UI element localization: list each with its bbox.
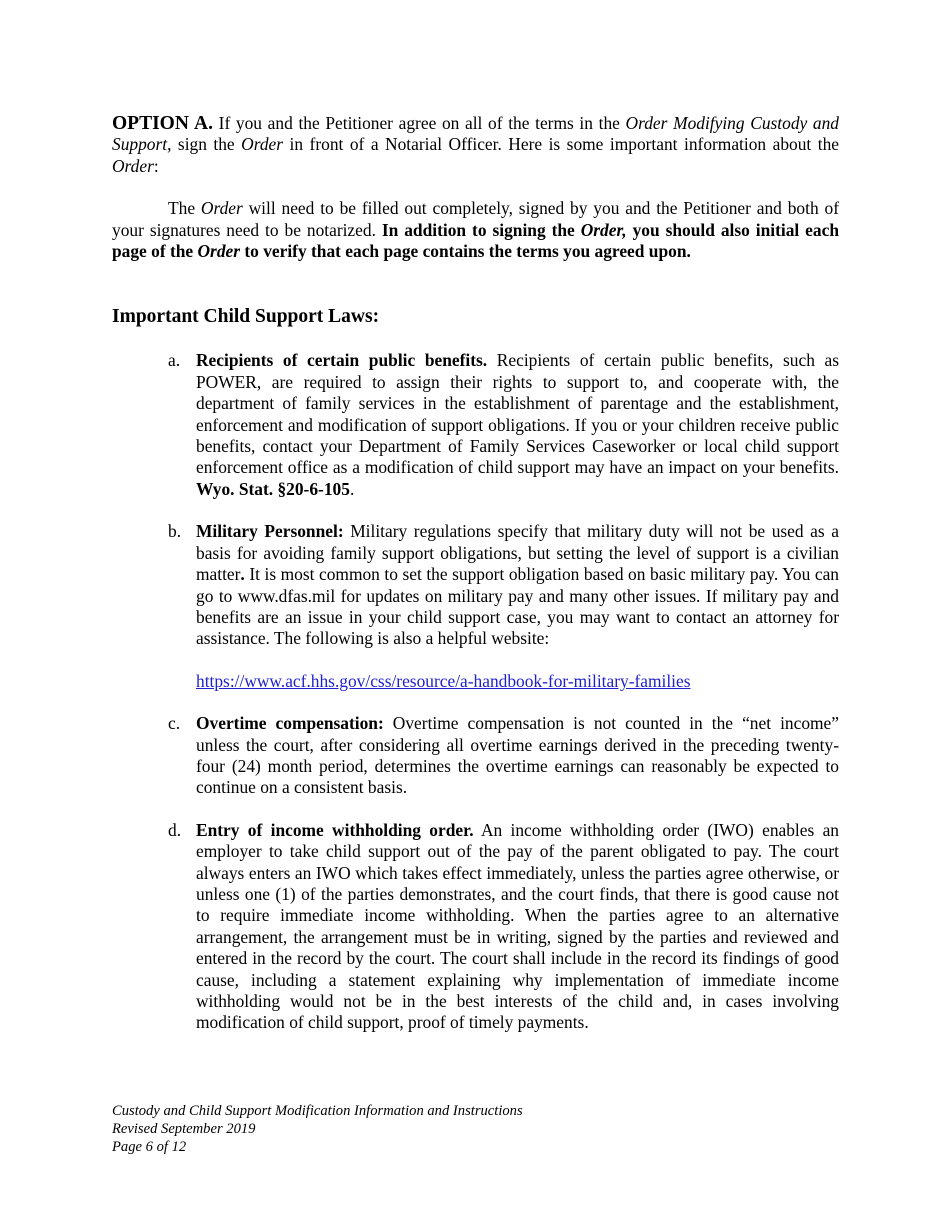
law-paragraph [196,521,839,649]
footer-revision: Revised September 2019 [112,1121,256,1137]
order-emphasis: to verify that each page contains the terms you agreed upon. [240,241,691,262]
document-page [112,113,839,1055]
list-marker: b. [168,521,182,542]
law-body: It is most common to set the support obligation based on basic military pay. You can go to www.dfas.mil for updates on military pay and many other issues. If military pay and benefits are an issue in your child support case, you may want to contact an attorney for assistance. The following is also a helpful website: [196,564,839,649]
footer-document-title: Custody and Child Support Modification Information and Instructions [112,1103,523,1119]
statute-citation: Wyo. Stat. §20-6-105 [196,478,350,499]
order-ref: Order, [580,219,627,240]
laws-list [112,350,839,1033]
order-text: will need to be filled out completely, signed by you and the Petitioner and both of your signatures need to be notarized. [112,198,839,240]
list-item [112,350,839,500]
order-title-ref: Order Modifying Custody and Support [112,113,839,155]
order-emphasis: In addition to signing the [381,219,581,240]
option-a-text: , sign the [167,134,242,155]
law-title: Recipients of certain public benefits. [196,350,488,371]
order-ref: Order [241,134,284,155]
option-a-text: in front of a Notarial Officer. Here is some important information about the [283,134,839,155]
list-marker: a. [168,350,181,371]
order-instructions-paragraph [112,198,839,262]
option-a-text: : [153,155,159,176]
law-body-bold-period: . [240,564,245,585]
order-ref: Order [112,155,154,176]
list-item [112,521,839,692]
option-a-text: If you and the Petitioner agree on all of the terms in the [213,113,626,133]
law-paragraph [196,350,839,500]
list-item [112,820,839,1034]
order-text: The [168,198,201,219]
law-title: Overtime compensation: [196,713,384,734]
list-item [112,713,839,799]
military-handbook-link[interactable]: https://www.acf.hhs.gov/css/resource/a-handbook-for-military-families [196,670,691,691]
law-body: Military regulations specify that military duty will not be used as a basis for avoiding family support obligations, but setting the level of support is a civilian matter [196,521,839,585]
order-ref: Order [197,241,241,262]
law-body: Recipients of certain public benefits, such as POWER, are required to assign their rights to support to, and cooperate with, the department of family services in the establishment of parentage and the establishment, enforcement and modification of support obligations. If you or your children receive public benefits, contact your Department of Family Services Caseworker or local child support enforcement office as a modification of child support may have an impact on your benefits. [196,350,840,478]
footer-page-number: Page 6 of 12 [112,1139,187,1155]
order-emphasis: you should also initial each page of the [112,219,839,262]
law-body-end: . [349,478,355,499]
list-marker: d. [168,819,182,840]
section-heading: Important Child Support Laws: [112,306,380,328]
law-body: Overtime compensation is not counted in the “net income” unless the court, after considering all overtime earnings derived in the preceding twenty-four (24) month period, determines the overtime earnings can reasonably be expected to continue on a consistent basis. [196,713,839,798]
law-paragraph [196,820,839,1034]
law-body: An income withholding order (IWO) enables an employer to take child support out of the pay of the parent obligated to pay. The court always enters an IWO which takes effect immediately, unless the parties agree otherwise, or unless one (1) of the parties demonstrates, and the court finds, that there is good cause not to require immediate income withholding. When the parties agree to an alternative arrangement, the arrangement must be in writing, signed by the parties and reviewed and entered in the record by the court. The court shall include in the record its findings of good cause, including a statement explaining why implementation of immediate income withholding would not be in the best interests of the child and, in cases involving modification of child support, proof of timely payments. [196,819,839,1033]
option-a-paragraph [112,113,839,177]
link-line [196,671,839,692]
law-paragraph [196,713,839,799]
list-marker: c. [168,713,181,734]
law-title: Entry of income withholding order. [196,819,474,840]
order-ref: Order [200,198,243,219]
page-footer [112,1102,523,1156]
law-title: Military Personnel: [196,521,344,542]
option-a-label: OPTION A. [112,113,213,134]
